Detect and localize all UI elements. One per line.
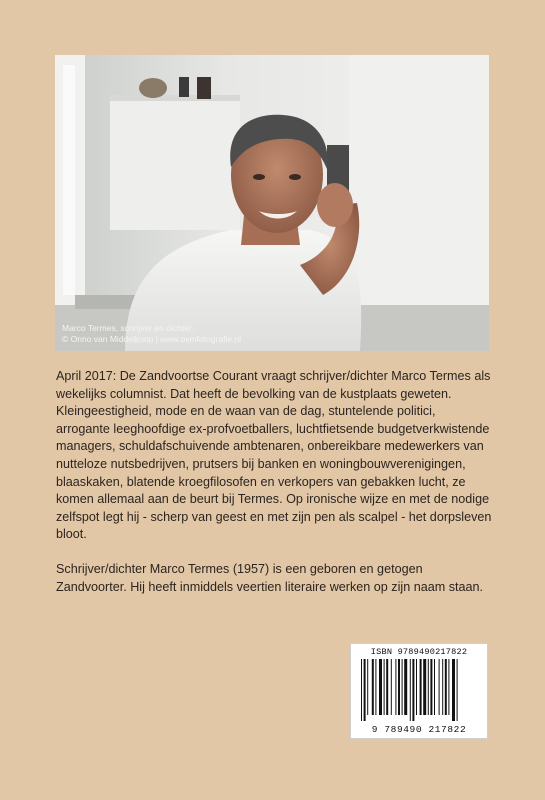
barcode-bar bbox=[402, 659, 403, 715]
barcode-bar bbox=[398, 659, 400, 715]
barcode-bar bbox=[395, 659, 396, 715]
blurb-paragraph: April 2017: De Zandvoortse Courant vraagt schrijver/dichter Marco Termes als wekelijks columnist. Dat heeft de bevolking van de kustplaats geweten. Kleingeestigheid, mode en de waan van de dag, stuntelende politici, arrogante leeghoofdige ex-profvoetballers, luchtfietsende budgetverkwistende managers, schuldafschuivende ambtenaren, onbereikbare medewerkers van nutteloze nutsbedrijven, prutsers bij banken en woningbouwverenigingen, blaaskaken, blatende kroegfilosofen en verkopers van gebakken lucht, ze komen allemaal aan de beurt bij Termes. Op ironische wijze en met de nodige zelfspot legt hij - scherp van geest en met zijn pen als scalpel - het dorpsleven bloot. bbox=[56, 369, 492, 542]
barcode-bar bbox=[428, 659, 429, 715]
barcode-bar bbox=[364, 659, 366, 721]
barcode-bar bbox=[445, 659, 447, 715]
isbn-digits: 9 789490 217822 bbox=[371, 724, 467, 735]
barcode-bar bbox=[391, 659, 392, 715]
caption-line-1: Marco Termes, schrijver en dichter. bbox=[62, 323, 194, 333]
barcode-bar bbox=[379, 659, 382, 715]
caption-line-2: © Onno van Middelkoop | www.ovmfotografie.nl bbox=[62, 334, 242, 344]
barcode-bar bbox=[367, 659, 368, 715]
barcode-bar bbox=[404, 659, 407, 715]
author-photo bbox=[55, 55, 489, 351]
barcode-bar bbox=[361, 659, 362, 721]
barcode-bar bbox=[420, 659, 422, 715]
barcode-bar bbox=[439, 659, 440, 715]
photo-caption bbox=[62, 323, 241, 345]
barcode-bar bbox=[442, 659, 443, 715]
barcode-bar bbox=[375, 659, 376, 715]
barcode-bar bbox=[452, 659, 455, 721]
isbn-label: ISBN 9789490217822 bbox=[370, 647, 468, 657]
barcode-bar bbox=[448, 659, 449, 715]
author-bio-paragraph: Schrijver/dichter Marco Termes (1957) is een geboren en getogen Zandvoorter. Hij heeft inmiddels veertien literaire werken op zijn naam staan. bbox=[56, 561, 484, 594]
back-cover-text bbox=[56, 368, 492, 613]
barcode-bar bbox=[416, 659, 417, 715]
barcode-bar bbox=[457, 659, 458, 721]
barcode-bar bbox=[434, 659, 435, 715]
isbn-barcode bbox=[350, 643, 488, 739]
barcode-bar bbox=[423, 659, 426, 715]
barcode-bar bbox=[386, 659, 388, 715]
author-photo-image bbox=[55, 55, 489, 351]
barcode-bar bbox=[410, 659, 411, 721]
barcode-bar bbox=[372, 659, 374, 715]
barcode-bar bbox=[384, 659, 385, 715]
barcode-bar bbox=[412, 659, 414, 721]
barcode-bar bbox=[430, 659, 432, 715]
barcode-bars bbox=[359, 659, 481, 721]
